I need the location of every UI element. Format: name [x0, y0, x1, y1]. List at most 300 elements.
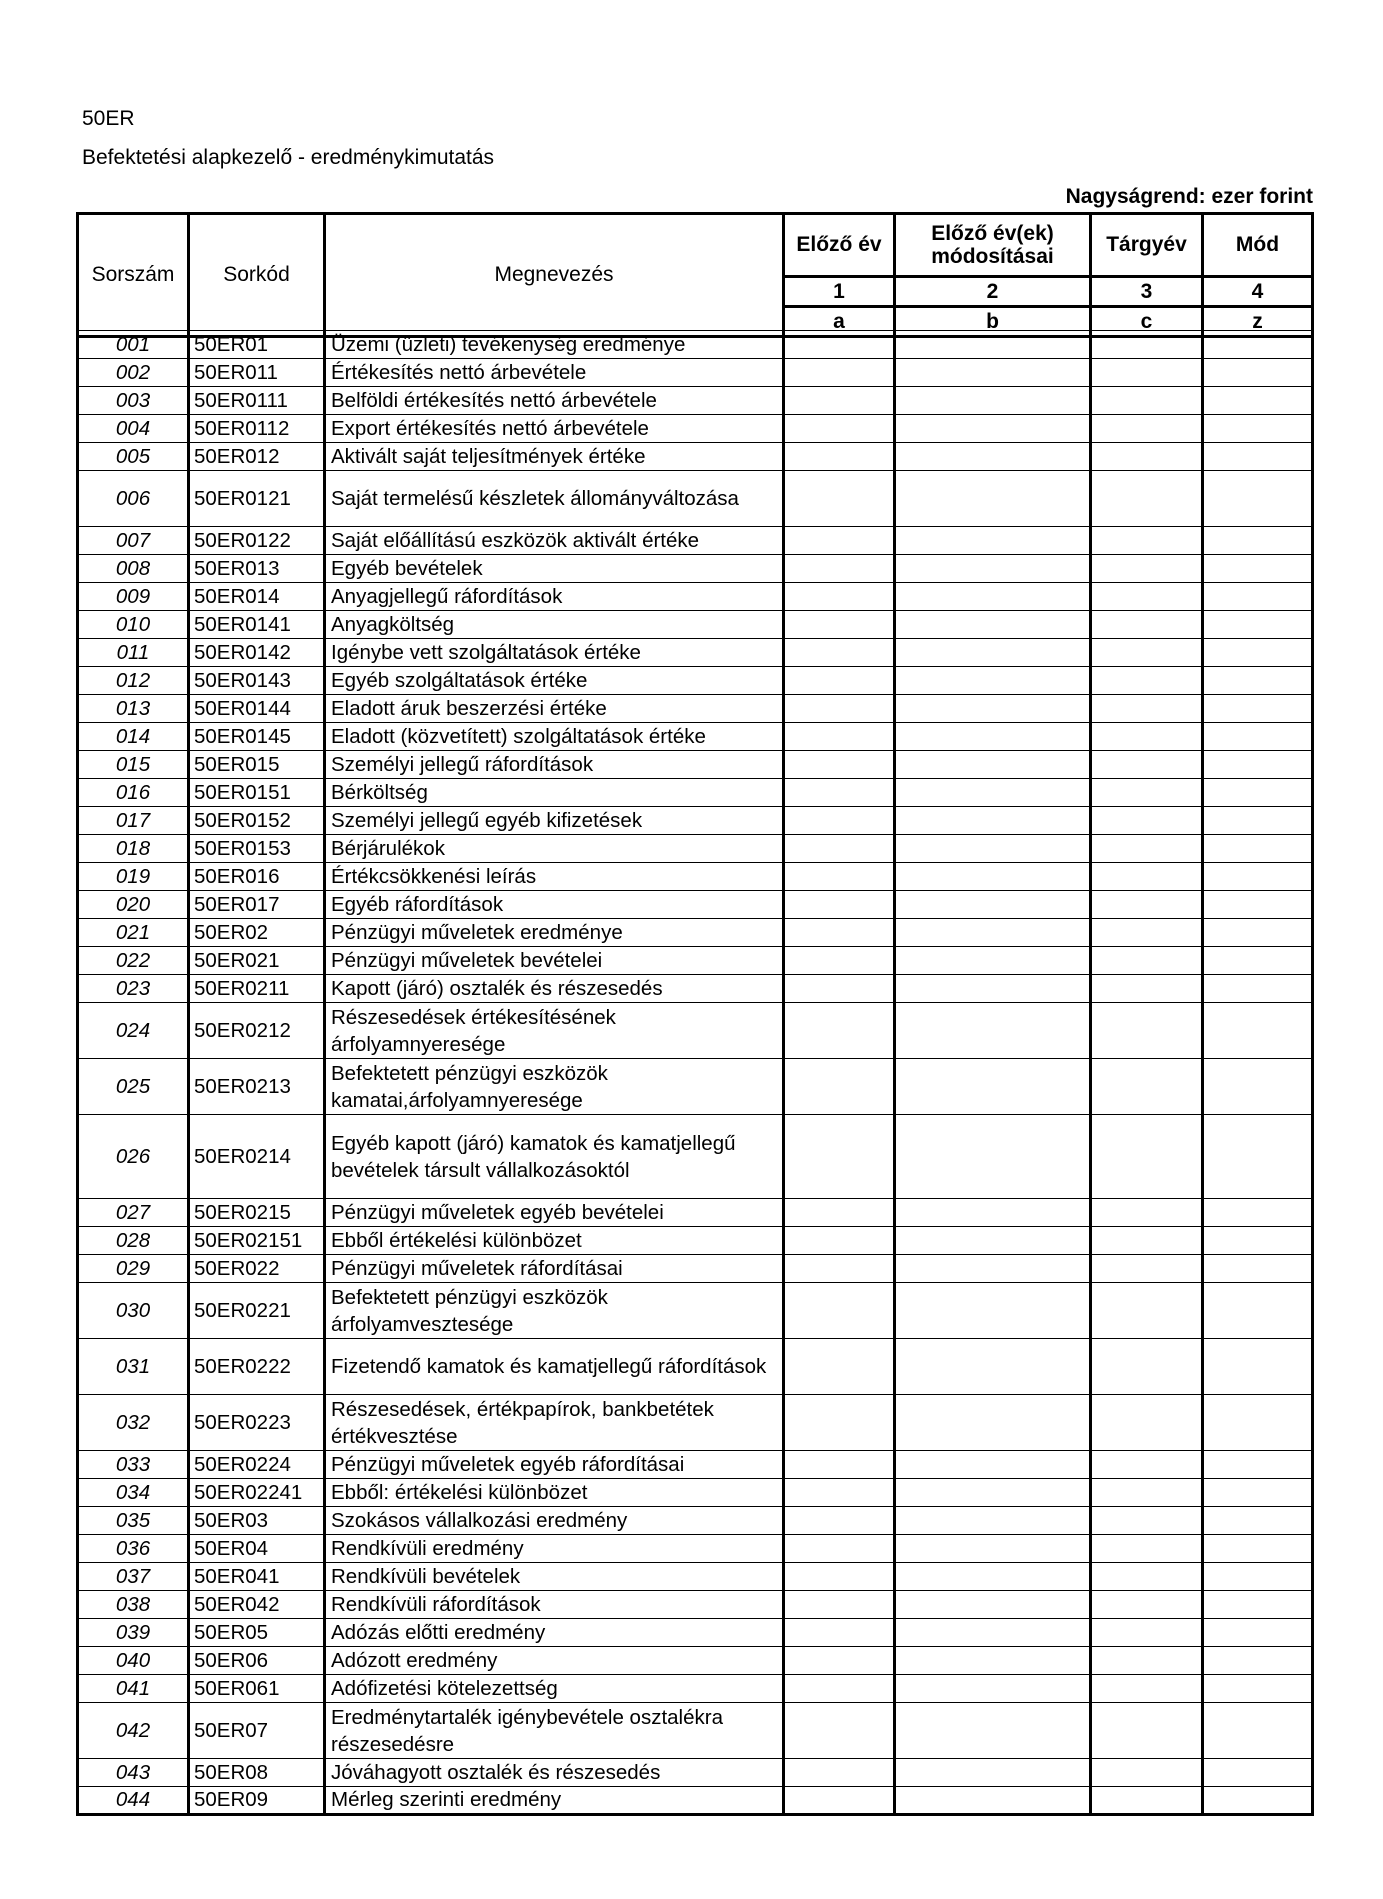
table-row	[78, 835, 1313, 863]
row-number: 025	[78, 1059, 189, 1115]
header-elozo-ev: Előző év	[784, 214, 895, 277]
table-row	[78, 527, 1313, 555]
table-row	[78, 331, 1313, 359]
value-elozo-ev[interactable]	[784, 1479, 895, 1507]
value-mod[interactable]	[1203, 947, 1313, 975]
value-mod[interactable]	[1203, 639, 1313, 667]
row-number: 026	[78, 1115, 189, 1199]
value-elozo-ev[interactable]	[784, 1787, 895, 1815]
row-number: 017	[78, 807, 189, 835]
value-targyev[interactable]	[1091, 1591, 1203, 1619]
header-number-3: 3	[1091, 277, 1203, 307]
value-modositasai[interactable]	[895, 387, 1091, 415]
value-targyev[interactable]	[1091, 1115, 1203, 1199]
row-name: Pénzügyi műveletek egyéb ráfordításai	[325, 1451, 784, 1479]
row-name: Bérköltség	[325, 779, 784, 807]
header-letter-b: b	[895, 307, 1091, 337]
table-row	[78, 947, 1313, 975]
value-mod[interactable]	[1203, 1451, 1313, 1479]
value-targyev[interactable]	[1091, 751, 1203, 779]
value-mod[interactable]	[1203, 1395, 1313, 1451]
value-mod[interactable]	[1203, 359, 1313, 387]
table-row	[78, 1703, 1313, 1759]
table-row	[78, 1647, 1313, 1675]
table-row	[78, 1059, 1313, 1115]
value-modositasai[interactable]	[895, 471, 1091, 527]
row-number: 016	[78, 779, 189, 807]
value-modositasai[interactable]	[895, 975, 1091, 1003]
row-name: Személyi jellegű ráfordítások	[325, 751, 784, 779]
value-elozo-ev[interactable]	[784, 1619, 895, 1647]
row-number: 003	[78, 387, 189, 415]
value-modositasai[interactable]	[895, 1535, 1091, 1563]
value-elozo-ev[interactable]	[784, 1395, 895, 1451]
row-code: 50ER012	[189, 443, 325, 471]
value-modositasai[interactable]	[895, 723, 1091, 751]
value-mod[interactable]	[1203, 1675, 1313, 1703]
value-mod[interactable]	[1203, 1479, 1313, 1507]
value-elozo-ev[interactable]	[784, 1199, 895, 1227]
row-number: 004	[78, 415, 189, 443]
value-elozo-ev[interactable]	[784, 1647, 895, 1675]
row-name: Pénzügyi műveletek bevételei	[325, 947, 784, 975]
row-code: 50ER0111	[189, 387, 325, 415]
row-number: 029	[78, 1255, 189, 1283]
value-elozo-ev[interactable]	[784, 583, 895, 611]
value-modositasai[interactable]	[895, 1591, 1091, 1619]
row-code: 50ER022	[189, 1255, 325, 1283]
row-code: 50ER0141	[189, 611, 325, 639]
value-targyev[interactable]	[1091, 807, 1203, 835]
value-elozo-ev[interactable]	[784, 891, 895, 919]
value-elozo-ev[interactable]	[784, 835, 895, 863]
row-name: Igénybe vett szolgáltatások értéke	[325, 639, 784, 667]
value-modositasai[interactable]	[895, 1227, 1091, 1255]
value-modositasai[interactable]	[895, 863, 1091, 891]
row-code: 50ER015	[189, 751, 325, 779]
value-targyev[interactable]	[1091, 695, 1203, 723]
value-modositasai[interactable]	[895, 1255, 1091, 1283]
value-elozo-ev[interactable]	[784, 1675, 895, 1703]
row-code: 50ER0224	[189, 1451, 325, 1479]
value-targyev[interactable]	[1091, 471, 1203, 527]
value-targyev[interactable]	[1091, 415, 1203, 443]
row-name: Egyéb kapott (járó) kamatok és kamatjellegű bevételek társult vállalkozásoktól	[325, 1115, 784, 1199]
value-elozo-ev[interactable]	[784, 1283, 895, 1339]
value-targyev[interactable]	[1091, 947, 1203, 975]
value-mod[interactable]	[1203, 1619, 1313, 1647]
value-mod[interactable]	[1203, 1507, 1313, 1535]
value-elozo-ev[interactable]	[784, 863, 895, 891]
value-mod[interactable]	[1203, 1199, 1313, 1227]
data-table	[76, 330, 1314, 1816]
row-number: 036	[78, 1535, 189, 1563]
table-row	[78, 1675, 1313, 1703]
table-row	[78, 723, 1313, 751]
header-number-4: 4	[1203, 277, 1313, 307]
row-number: 018	[78, 835, 189, 863]
table-row	[78, 863, 1313, 891]
row-code: 50ER041	[189, 1563, 325, 1591]
table-row	[78, 1563, 1313, 1591]
row-code: 50ER014	[189, 583, 325, 611]
row-number: 014	[78, 723, 189, 751]
row-number: 011	[78, 639, 189, 667]
value-modositasai[interactable]	[895, 555, 1091, 583]
value-modositasai[interactable]	[895, 583, 1091, 611]
value-modositasai[interactable]	[895, 807, 1091, 835]
value-mod[interactable]	[1203, 779, 1313, 807]
value-targyev[interactable]	[1091, 1003, 1203, 1059]
value-modositasai[interactable]	[895, 1059, 1091, 1115]
value-mod[interactable]	[1203, 387, 1313, 415]
value-targyev[interactable]	[1091, 527, 1203, 555]
value-modositasai[interactable]	[895, 751, 1091, 779]
row-code: 50ER01	[189, 331, 325, 359]
row-name: Kapott (járó) osztalék és részesedés	[325, 975, 784, 1003]
value-targyev[interactable]	[1091, 779, 1203, 807]
value-modositasai[interactable]	[895, 443, 1091, 471]
row-code: 50ER02151	[189, 1227, 325, 1255]
row-code: 50ER02241	[189, 1479, 325, 1507]
value-modositasai[interactable]	[895, 891, 1091, 919]
row-code: 50ER021	[189, 947, 325, 975]
value-mod[interactable]	[1203, 1647, 1313, 1675]
value-targyev[interactable]	[1091, 583, 1203, 611]
value-modositasai[interactable]	[895, 1759, 1091, 1787]
value-elozo-ev[interactable]	[784, 443, 895, 471]
value-mod[interactable]	[1203, 1535, 1313, 1563]
value-elozo-ev[interactable]	[784, 1535, 895, 1563]
value-targyev[interactable]	[1091, 1647, 1203, 1675]
row-code: 50ER0222	[189, 1339, 325, 1395]
value-modositasai[interactable]	[895, 1003, 1091, 1059]
value-elozo-ev[interactable]	[784, 919, 895, 947]
row-name: Pénzügyi műveletek ráfordításai	[325, 1255, 784, 1283]
row-name: Személyi jellegű egyéb kifizetések	[325, 807, 784, 835]
row-number: 040	[78, 1647, 189, 1675]
header-megnevezes: Megnevezés	[325, 214, 784, 337]
row-name: Adózott eredmény	[325, 1647, 784, 1675]
value-modositasai[interactable]	[895, 1675, 1091, 1703]
value-mod[interactable]	[1203, 1115, 1313, 1199]
value-mod[interactable]	[1203, 1563, 1313, 1591]
value-elozo-ev[interactable]	[784, 1451, 895, 1479]
value-modositasai[interactable]	[895, 835, 1091, 863]
value-elozo-ev[interactable]	[784, 1507, 895, 1535]
value-targyev[interactable]	[1091, 611, 1203, 639]
table-row	[78, 1591, 1313, 1619]
header-targyev: Tárgyév	[1091, 214, 1203, 277]
value-elozo-ev[interactable]	[784, 415, 895, 443]
form-title: Befektetési alapkezelő - eredménykimutatás	[82, 146, 495, 169]
value-modositasai[interactable]	[895, 331, 1091, 359]
value-targyev[interactable]	[1091, 1283, 1203, 1339]
value-elozo-ev[interactable]	[784, 1563, 895, 1591]
value-elozo-ev[interactable]	[784, 1591, 895, 1619]
table-row	[78, 555, 1313, 583]
value-elozo-ev[interactable]	[784, 779, 895, 807]
value-modositasai[interactable]	[895, 1507, 1091, 1535]
row-code: 50ER0221	[189, 1283, 325, 1339]
value-targyev[interactable]	[1091, 1703, 1203, 1759]
value-targyev[interactable]	[1091, 863, 1203, 891]
value-elozo-ev[interactable]	[784, 695, 895, 723]
value-mod[interactable]	[1203, 1227, 1313, 1255]
row-number: 001	[78, 331, 189, 359]
value-modositasai[interactable]	[895, 611, 1091, 639]
value-targyev[interactable]	[1091, 1199, 1203, 1227]
value-mod[interactable]	[1203, 415, 1313, 443]
value-modositasai[interactable]	[895, 695, 1091, 723]
table-row	[78, 1255, 1313, 1283]
value-targyev	[1091, 1787, 1203, 1815]
value-mod[interactable]	[1203, 751, 1313, 779]
row-name: Ebből értékelési különbözet	[325, 1227, 784, 1255]
value-targyev[interactable]	[1091, 1059, 1203, 1115]
value-mod[interactable]	[1203, 471, 1313, 527]
value-modositasai[interactable]	[895, 1647, 1091, 1675]
row-code: 50ER061	[189, 1675, 325, 1703]
value-modositasai[interactable]	[895, 1563, 1091, 1591]
value-mod[interactable]	[1203, 695, 1313, 723]
header-modositasai	[895, 214, 1091, 277]
value-elozo-ev[interactable]	[784, 1255, 895, 1283]
value-targyev[interactable]	[1091, 1255, 1203, 1283]
value-mod[interactable]	[1203, 1703, 1313, 1759]
value-targyev[interactable]	[1091, 555, 1203, 583]
row-code: 50ER0143	[189, 667, 325, 695]
value-elozo-ev[interactable]	[784, 1115, 895, 1199]
value-mod[interactable]	[1203, 555, 1313, 583]
value-elozo-ev[interactable]	[784, 387, 895, 415]
value-elozo-ev[interactable]	[784, 639, 895, 667]
value-modositasai[interactable]	[895, 779, 1091, 807]
value-targyev[interactable]	[1091, 1395, 1203, 1451]
value-mod	[1203, 1787, 1313, 1815]
row-number: 044	[78, 1787, 189, 1815]
row-name: Saját előállítású eszközök aktivált értéke	[325, 527, 784, 555]
value-mod[interactable]	[1203, 443, 1313, 471]
value-elozo-ev[interactable]	[784, 723, 895, 751]
value-mod[interactable]	[1203, 891, 1313, 919]
value-targyev[interactable]	[1091, 1339, 1203, 1395]
value-modositasai[interactable]	[895, 1395, 1091, 1451]
value-elozo-ev[interactable]	[784, 471, 895, 527]
header-number-1: 1	[784, 277, 895, 307]
value-elozo-ev[interactable]	[784, 1759, 895, 1787]
value-modositasai[interactable]	[895, 639, 1091, 667]
table-row	[78, 471, 1313, 527]
value-elozo-ev[interactable]	[784, 667, 895, 695]
row-number: 021	[78, 919, 189, 947]
value-targyev[interactable]	[1091, 1619, 1203, 1647]
value-modositasai[interactable]	[895, 667, 1091, 695]
value-elozo-ev[interactable]	[784, 555, 895, 583]
header-letter-c: c	[1091, 307, 1203, 337]
value-mod[interactable]	[1203, 667, 1313, 695]
value-targyev[interactable]	[1091, 639, 1203, 667]
value-modositasai[interactable]	[895, 1115, 1091, 1199]
row-number: 020	[78, 891, 189, 919]
value-elozo-ev[interactable]	[784, 331, 895, 359]
row-number: 015	[78, 751, 189, 779]
value-elozo-ev[interactable]	[784, 1059, 895, 1115]
value-targyev[interactable]	[1091, 1451, 1203, 1479]
value-modositasai[interactable]	[895, 1479, 1091, 1507]
table-row	[78, 1619, 1313, 1647]
table-row	[78, 1759, 1313, 1787]
table-row	[78, 387, 1313, 415]
table-row	[78, 611, 1313, 639]
value-targyev[interactable]	[1091, 1563, 1203, 1591]
value-elozo-ev[interactable]	[784, 527, 895, 555]
row-code: 50ER07	[189, 1703, 325, 1759]
row-name: Pénzügyi műveletek egyéb bevételei	[325, 1199, 784, 1227]
row-code: 50ER0142	[189, 639, 325, 667]
row-name: Anyagjellegű ráfordítások	[325, 583, 784, 611]
header-modositasai-line2: módosításai	[931, 245, 1054, 268]
value-modositasai[interactable]	[895, 1199, 1091, 1227]
value-targyev[interactable]	[1091, 331, 1203, 359]
value-mod[interactable]	[1203, 1759, 1313, 1787]
value-elozo-ev[interactable]	[784, 947, 895, 975]
table-row	[78, 807, 1313, 835]
value-targyev[interactable]	[1091, 387, 1203, 415]
row-name: Értékesítés nettó árbevétele	[325, 359, 784, 387]
value-targyev[interactable]	[1091, 975, 1203, 1003]
row-name: Befektetett pénzügyi eszközök árfolyamvesztesége	[325, 1283, 784, 1339]
row-number: 009	[78, 583, 189, 611]
row-number: 027	[78, 1199, 189, 1227]
row-name: Mérleg szerinti eredmény	[325, 1787, 784, 1815]
table-row	[78, 891, 1313, 919]
value-modositasai[interactable]	[895, 947, 1091, 975]
value-modositasai[interactable]	[895, 1703, 1091, 1759]
value-mod[interactable]	[1203, 807, 1313, 835]
value-modositasai[interactable]	[895, 527, 1091, 555]
value-mod[interactable]	[1203, 1003, 1313, 1059]
table-row	[78, 1115, 1313, 1199]
row-number: 032	[78, 1395, 189, 1451]
value-elozo-ev[interactable]	[784, 359, 895, 387]
table-row	[78, 779, 1313, 807]
table-row	[78, 975, 1313, 1003]
table-row	[78, 1395, 1313, 1451]
header-sorkod: Sorkód	[189, 214, 325, 337]
row-name: Export értékesítés nettó árbevétele	[325, 415, 784, 443]
value-modositasai[interactable]	[895, 1339, 1091, 1395]
row-code: 50ER013	[189, 555, 325, 583]
value-elozo-ev[interactable]	[784, 1003, 895, 1059]
value-mod[interactable]	[1203, 1283, 1313, 1339]
table-row	[78, 415, 1313, 443]
value-targyev[interactable]	[1091, 1507, 1203, 1535]
row-number: 008	[78, 555, 189, 583]
row-number: 039	[78, 1619, 189, 1647]
value-targyev[interactable]	[1091, 1479, 1203, 1507]
row-code: 50ER0112	[189, 415, 325, 443]
row-name: Szokásos vállalkozási eredmény	[325, 1507, 784, 1535]
value-modositasai[interactable]	[895, 359, 1091, 387]
table-row	[78, 1507, 1313, 1535]
row-number: 041	[78, 1675, 189, 1703]
table-row	[78, 443, 1313, 471]
value-elozo-ev[interactable]	[784, 1703, 895, 1759]
value-elozo-ev[interactable]	[784, 807, 895, 835]
value-mod[interactable]	[1203, 835, 1313, 863]
value-modositasai[interactable]	[895, 919, 1091, 947]
header-modositasai-line1: Előző év(ek)	[931, 222, 1054, 245]
value-targyev[interactable]	[1091, 443, 1203, 471]
row-number: 034	[78, 1479, 189, 1507]
value-targyev[interactable]	[1091, 1675, 1203, 1703]
value-mod[interactable]	[1203, 863, 1313, 891]
value-elozo-ev[interactable]	[784, 975, 895, 1003]
table-row	[78, 1199, 1313, 1227]
row-name: Rendkívüli ráfordítások	[325, 1591, 784, 1619]
value-targyev[interactable]	[1091, 919, 1203, 947]
row-code: 50ER0122	[189, 527, 325, 555]
row-name: Egyéb szolgáltatások értéke	[325, 667, 784, 695]
value-modositasai[interactable]	[895, 1283, 1091, 1339]
value-mod[interactable]	[1203, 527, 1313, 555]
value-elozo-ev[interactable]	[784, 751, 895, 779]
header-letter-a: a	[784, 307, 895, 337]
value-targyev[interactable]	[1091, 835, 1203, 863]
value-elozo-ev[interactable]	[784, 1227, 895, 1255]
unit-note: Nagyságrend: ezer forint	[1065, 185, 1313, 208]
value-mod[interactable]	[1203, 1339, 1313, 1395]
value-mod[interactable]	[1203, 331, 1313, 359]
table-row	[78, 1003, 1313, 1059]
value-targyev[interactable]	[1091, 1759, 1203, 1787]
row-name: Egyéb ráfordítások	[325, 891, 784, 919]
value-elozo-ev[interactable]	[784, 1339, 895, 1395]
row-name: Üzemi (üzleti) tevékenység eredménye	[325, 331, 784, 359]
value-modositasai[interactable]	[895, 1619, 1091, 1647]
value-targyev[interactable]	[1091, 891, 1203, 919]
value-modositasai[interactable]	[895, 1451, 1091, 1479]
value-mod[interactable]	[1203, 975, 1313, 1003]
value-mod[interactable]	[1203, 611, 1313, 639]
table-row	[78, 1339, 1313, 1395]
value-targyev[interactable]	[1091, 723, 1203, 751]
row-code: 50ER05	[189, 1619, 325, 1647]
table-row	[78, 1451, 1313, 1479]
value-targyev[interactable]	[1091, 359, 1203, 387]
row-number: 038	[78, 1591, 189, 1619]
value-targyev[interactable]	[1091, 1227, 1203, 1255]
row-number: 022	[78, 947, 189, 975]
value-mod[interactable]	[1203, 1255, 1313, 1283]
value-mod[interactable]	[1203, 1059, 1313, 1115]
value-mod[interactable]	[1203, 1591, 1313, 1619]
row-code: 50ER03	[189, 1507, 325, 1535]
table-row	[78, 1787, 1313, 1815]
row-name: Eladott áruk beszerzési értéke	[325, 695, 784, 723]
header-sorszam: Sorszám	[78, 214, 189, 337]
value-mod[interactable]	[1203, 723, 1313, 751]
value-targyev[interactable]	[1091, 667, 1203, 695]
value-mod[interactable]	[1203, 583, 1313, 611]
row-code: 50ER0223	[189, 1395, 325, 1451]
value-modositasai[interactable]	[895, 415, 1091, 443]
value-mod[interactable]	[1203, 919, 1313, 947]
row-code: 50ER04	[189, 1535, 325, 1563]
value-elozo-ev[interactable]	[784, 611, 895, 639]
value-targyev[interactable]	[1091, 1535, 1203, 1563]
